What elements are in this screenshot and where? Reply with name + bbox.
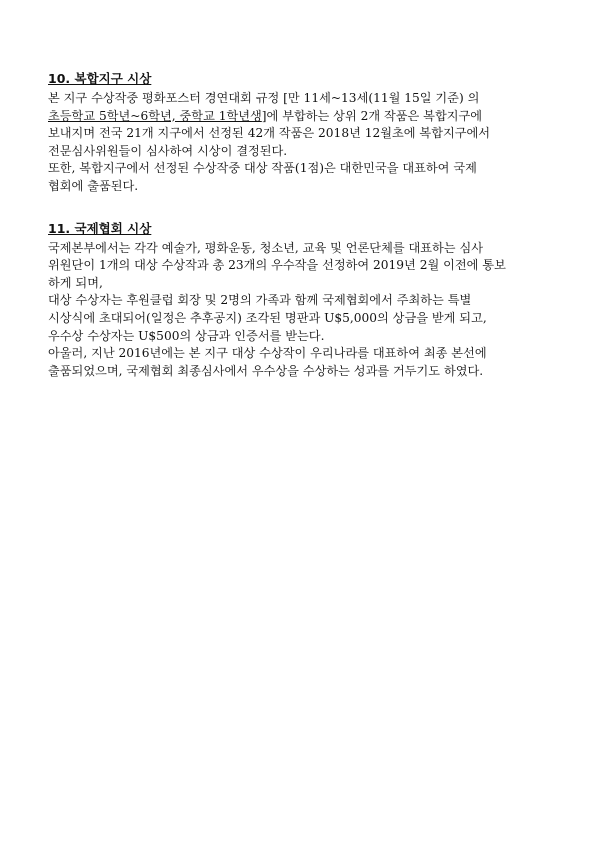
- section-11-line-2: 위원단이 1개의 대상 수상작과 총 23개의 우수작을 선정하여 2019년 2월 이전에 통보: [48, 258, 506, 273]
- section-10-line-1: 본 지구 수상작중 평화포스터 경연대회 규정 [만 11세~13세(11월 15일 기준) 의: [48, 91, 480, 105]
- section-10-line-2-rest: ]에 부합하는 상위 2개 작품은 복합지구에: [261, 108, 483, 123]
- section-11-body: [48, 240, 558, 381]
- section-11-line-8: 출품되었으며, 국제협회 최종심사에서 우수상을 수상하는 성과를 거두기도 하였다.: [48, 363, 484, 378]
- section-11-title: 11. 국제협회 시상: [48, 220, 152, 236]
- section-10-line-2: [48, 108, 558, 126]
- section-11-line-6: 우수상 수상자는 U$500의 상금과 인증서를 받는다.: [48, 328, 325, 343]
- section-10-line-3: 보내지며 전국 21개 지구에서 선정된 42개 작품은 2018년 12월초에 복합지구에서: [48, 126, 491, 141]
- section-10-line-4: 전문심사위원들이 심사하여 시상이 결정된다.: [48, 143, 288, 158]
- section-10-title: 10. 복합지구 시상: [48, 71, 152, 86]
- target-grade-underline: 초등학교 5학년~6학년, 중학교 1학년생: [48, 108, 262, 123]
- section-11-line-4: 대상 수상자는 후원클럽 회장 및 2명의 가족과 함께 국제협회에서 주최하는 특별: [48, 293, 472, 308]
- section-10-line-5: 또한, 복합지구에서 선정된 수상작중 대상 작품(1점)은 대한민국을 대표하여 국제: [48, 161, 477, 176]
- section-10-line-6: 협회에 출품된다.: [48, 178, 139, 193]
- section-10: [48, 70, 558, 196]
- section-11-line-3: 하게 되며,: [48, 275, 103, 290]
- section-11-line-1: 국제본부에서는 각각 예술가, 평화운동, 청소년, 교육 및 언론단체를 대표하는 심사: [48, 240, 484, 255]
- section-11: [48, 220, 558, 381]
- section-11-line-5: 시상식에 초대되어(일정은 추후공지) 조각된 명판과 U$5,000의 상금을 받게 되고,: [48, 310, 487, 325]
- section-10-body: [48, 90, 558, 196]
- document-page: [48, 70, 558, 404]
- section-11-line-7: 아울러, 지난 2016년에는 본 지구 대상 수상작이 우리나라를 대표하여 최종 본선에: [48, 346, 487, 361]
